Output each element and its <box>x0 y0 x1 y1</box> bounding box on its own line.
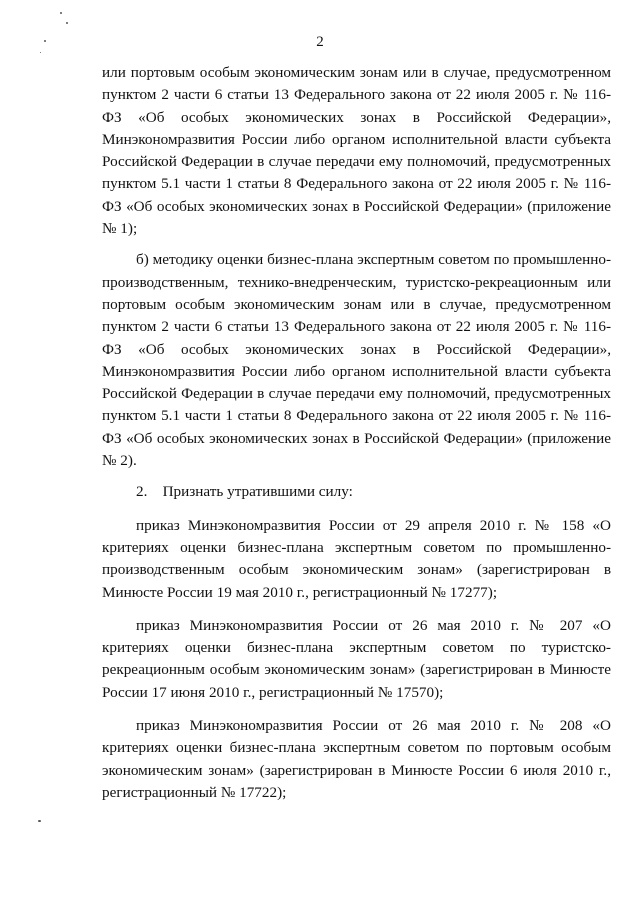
paragraph-item-2: 2. Признать утратившими силу: <box>136 483 353 501</box>
paragraph-order-158: приказ Минэкономразвития России от 29 апреля 2010 г. № 158 «О критериях оценки бизнес-плана экспертным советом по промышленно-производственным особым экономическим зонам» (зарегистрирован в Минюсте России 19 мая 2010 г., регистрационный № 17277); <box>102 516 611 601</box>
paragraph-order-208: приказ Минэкономразвития России от 26 мая 2010 г. № 208 «О критериях оценки бизнес-плана экспертным советом по портовым особым экономическим зонам» (зарегистрирован в Минюсте России 6 июля 2010 г., регистрационный № 17722); <box>102 717 611 801</box>
page-number: 2 <box>316 34 324 50</box>
paragraph-item-b: б) методику оценки бизнес-плана экспертным советом по промышленно-производственным, технико-внедренческим, туристско-рекреационным или портовым особым экономическим зонам или в случае, предусмотренном пунктом 2 части 6 статьи 13 Федерального закона от 22 июля 2005 г. № 116-ФЗ «Об особых экономических зонах в Российской Федерации», Минэкономразвития России либо органом исполнительной власти субъекта Российской Федерации в случае передачи ему полномочий, предусмотренных пунктом 5.1 части 1 статьи 8 Федерального закона от 22 июля 2005 г. № 116-ФЗ «Об особых экономических зонах в Российской Федерации» (приложение № 2). <box>102 251 611 470</box>
paragraph-order-207: приказ Минэкономразвития России от 26 мая 2010 г. № 207 «О критериях оценки бизнес-плана экспертным советом по туристско-рекреационным особым экономическим зонам» (зарегистрирован в Минюсте России 17 июня 2010 г., регистрационный № 17570); <box>102 616 611 701</box>
paragraph-continuation: или портовым особым экономическим зонам или в случае, предусмотренном пунктом 2 части 6 статьи 13 Федерального закона от 22 июля 2005 г. № 116-ФЗ «Об особых экономических зонах в Российской Федерации», Минэкономразвития России либо органом исполнительной власти субъекта Российской Федерации в случае передачи ему полномочий, предусмотренных пунктом 5.1 части 1 статьи 8 Федерального закона от 22 июля 2005 г. № 116-ФЗ «Об особых экономических зонах в Российской Федерации» (приложение № 1); <box>102 64 611 238</box>
document-body <box>102 62 611 804</box>
